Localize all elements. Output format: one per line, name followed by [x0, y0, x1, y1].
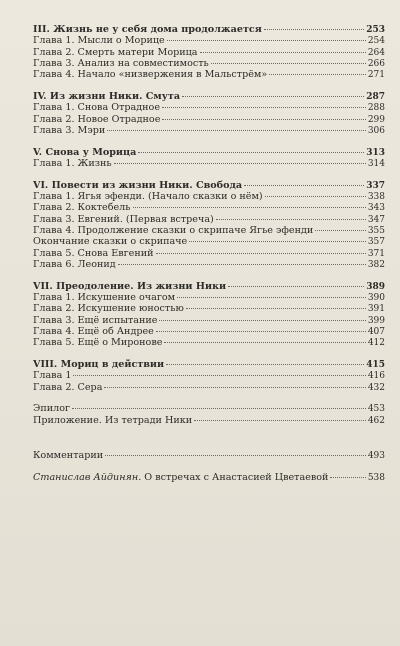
toc-entry[interactable]	[33, 125, 385, 136]
toc-entry[interactable]	[33, 259, 385, 270]
essay-title: . О встречах с Анастасией Цветаевой	[138, 472, 329, 484]
toc-section-5	[33, 147, 385, 170]
entry-title: Глава 1. Ягья эфенди. (Начало сказки о нём)	[33, 191, 263, 203]
page-number: 399	[367, 315, 385, 326]
page-number: 271	[367, 70, 385, 81]
toc-entry[interactable]	[33, 248, 385, 259]
toc-entry-epilogue[interactable]	[33, 403, 385, 414]
leader-dots	[114, 163, 366, 164]
entry-title: Глава 3. Ещё испытание	[33, 314, 158, 326]
leader-dots	[216, 219, 366, 220]
entry-title: Глава 6. Леонид	[33, 258, 116, 270]
section-title: III. Жизнь не у себя дома продолжается	[33, 24, 262, 35]
section-title: V. Снова у Морица	[33, 146, 137, 158]
toc-section-4	[33, 91, 385, 136]
page-number: 415	[366, 359, 385, 370]
entry-title: Глава 1	[33, 370, 72, 382]
entry-title: Глава 3. Анализ на совместимость	[33, 57, 209, 69]
section-heading[interactable]	[33, 24, 385, 35]
page-number: 407	[367, 326, 385, 337]
page-number: 382	[367, 259, 385, 270]
section-title: IV. Из жизни Ники. Смута	[33, 90, 181, 102]
section-title: VIII. Мориц в действии	[33, 358, 165, 370]
leader-dots	[156, 253, 366, 254]
toc-entry[interactable]	[33, 292, 385, 303]
section-heading[interactable]	[33, 359, 385, 370]
toc-entry[interactable]	[33, 47, 385, 58]
page-number: 432	[367, 382, 385, 393]
page-number: 254	[367, 36, 385, 47]
page-number: 264	[367, 47, 385, 58]
leader-dots	[73, 375, 365, 376]
toc-entry-comments[interactable]	[33, 450, 385, 461]
toc-entry[interactable]	[33, 382, 385, 393]
leader-dots	[228, 286, 364, 287]
page-number: 462	[367, 415, 385, 426]
page-number: 416	[367, 371, 385, 382]
leader-dots	[105, 455, 366, 456]
leader-dots	[244, 185, 364, 186]
leader-dots	[159, 320, 365, 321]
entry-title: Глава 1. Искушение очагом	[33, 291, 176, 303]
leader-dots	[156, 331, 366, 332]
toc-entry[interactable]	[33, 337, 385, 348]
page-number: 287	[366, 91, 385, 102]
toc-section-3	[33, 24, 385, 80]
page-number: 412	[367, 338, 385, 349]
page-number: 347	[367, 214, 385, 225]
leader-dots	[177, 297, 366, 298]
toc-entry-essay[interactable]	[33, 472, 385, 483]
entry-title: Глава 4. Начало «низвержения в Мальстрём»	[33, 69, 268, 81]
entry-title: Приложение. Из тетради Ники	[33, 414, 193, 426]
leader-dots	[269, 74, 366, 75]
entry-title: Глава 3. Мэри	[33, 124, 106, 136]
toc-entry[interactable]	[33, 202, 385, 213]
entry-title	[33, 472, 328, 483]
toc-entry-appendix[interactable]	[33, 415, 385, 426]
toc-entry[interactable]	[33, 114, 385, 125]
entry-title: Глава 4. Продолжение сказки о скрипаче Ягье эфенди	[33, 224, 314, 236]
toc-entry[interactable]	[33, 158, 385, 169]
entry-title: Комментарии	[33, 450, 104, 462]
leader-dots	[118, 264, 366, 265]
page-number: 314	[367, 158, 385, 169]
toc-comments	[33, 450, 385, 461]
page-number: 266	[367, 58, 385, 69]
entry-title: Глава 5. Ещё о Миронове	[33, 337, 163, 349]
section-title: VII. Преодоление. Из жизни Ники	[33, 280, 227, 292]
toc-entry[interactable]	[33, 102, 385, 113]
section-heading[interactable]	[33, 91, 385, 102]
leader-dots	[133, 207, 366, 208]
leader-dots	[162, 107, 366, 108]
page-number: 389	[366, 281, 385, 292]
page-number: 288	[367, 103, 385, 114]
entry-title: Глава 1. Жизнь	[33, 157, 112, 169]
toc-entry[interactable]	[33, 303, 385, 314]
entry-title: Эпилог	[33, 403, 71, 415]
toc-entry[interactable]	[33, 236, 385, 247]
page-number: 538	[367, 473, 385, 484]
page-number: 299	[367, 114, 385, 125]
leader-dots	[186, 308, 366, 309]
entry-title: Глава 2. Сера	[33, 381, 103, 393]
leader-dots	[104, 387, 365, 388]
leader-dots	[138, 152, 364, 153]
page-number: 391	[367, 304, 385, 315]
leader-dots	[189, 241, 366, 242]
leader-dots	[211, 63, 366, 64]
leader-dots	[182, 96, 364, 97]
entry-title: Глава 4. Ещё об Андрее	[33, 325, 154, 337]
page-number: 371	[367, 248, 385, 259]
section-title: VI. Повести из жизни Ники. Свобода	[33, 179, 243, 191]
leader-dots	[264, 29, 364, 30]
page-number: 453	[367, 404, 385, 415]
toc-entry[interactable]	[33, 326, 385, 337]
entry-title: Глава 1. Снова Отрадное	[33, 102, 161, 114]
entry-title: Глава 2. Искушение юностью	[33, 303, 184, 315]
entry-title: Глава 2. Новое Отрадное	[33, 113, 161, 125]
leader-dots	[315, 230, 366, 231]
leader-dots	[72, 408, 366, 409]
entry-title: Глава 3. Евгений. (Первая встреча)	[33, 213, 214, 225]
entry-title: Глава 5. Снова Евгений	[33, 247, 154, 259]
leader-dots	[166, 364, 364, 365]
section-heading[interactable]	[33, 281, 385, 292]
leader-dots	[330, 477, 365, 478]
entry-title: Окончание сказки о скрипаче	[33, 236, 188, 248]
entry-title: Глава 2. Коктебель	[33, 202, 131, 214]
entry-title: Глава 2. Смерть матери Морица	[33, 46, 198, 58]
spacer	[33, 436, 385, 450]
toc-entry[interactable]	[33, 35, 385, 46]
toc-entry[interactable]	[33, 69, 385, 80]
section-heading[interactable]	[33, 180, 385, 191]
page-number: 306	[367, 125, 385, 136]
page-number: 253	[366, 25, 385, 35]
page-number: 337	[366, 180, 385, 191]
toc-section-8	[33, 359, 385, 393]
section-heading[interactable]	[33, 147, 385, 158]
toc-back-matter	[33, 403, 385, 426]
leader-dots	[265, 196, 366, 197]
toc-entry[interactable]	[33, 225, 385, 236]
entry-title: Глава 1. Мысли о Морице	[33, 35, 165, 47]
page-number: 355	[367, 225, 385, 236]
leader-dots	[162, 119, 365, 120]
toc-entry[interactable]	[33, 370, 385, 381]
toc-entry[interactable]	[33, 191, 385, 202]
page-number: 493	[367, 451, 385, 462]
page-number: 390	[367, 292, 385, 303]
page-number: 343	[367, 203, 385, 214]
toc-entry[interactable]	[33, 315, 385, 326]
toc-entry[interactable]	[33, 58, 385, 69]
page-number: 357	[367, 237, 385, 248]
leader-dots	[107, 130, 366, 131]
toc-section-6	[33, 180, 385, 270]
toc-entry[interactable]	[33, 214, 385, 225]
table-of-contents	[33, 24, 385, 494]
author-name: Станислав Айдинян	[33, 472, 139, 484]
leader-dots	[194, 420, 366, 421]
leader-dots	[164, 342, 365, 343]
page-number: 313	[366, 147, 385, 158]
toc-essay	[33, 472, 385, 483]
toc-section-7	[33, 281, 385, 349]
page-number: 338	[367, 192, 385, 203]
leader-dots	[200, 52, 366, 53]
leader-dots	[167, 40, 366, 41]
